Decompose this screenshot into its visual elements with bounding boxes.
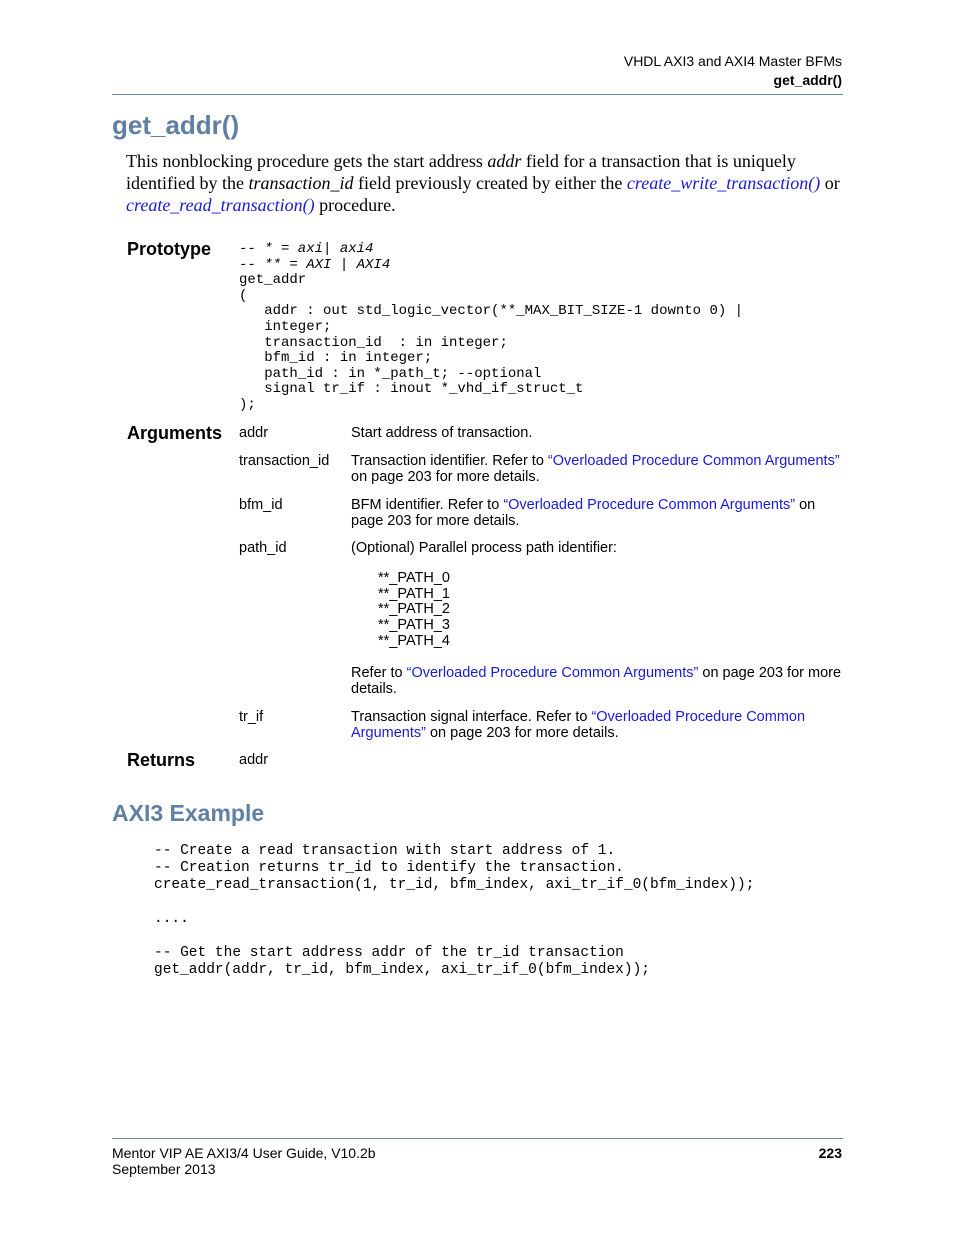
arg-desc-text: on page 203 for more details. bbox=[351, 497, 816, 529]
returns-label: Returns bbox=[127, 750, 196, 770]
arg-desc-path-id: (Optional) Parallel process path identifier: bbox=[351, 540, 617, 556]
prototype-label: Prototype bbox=[127, 239, 212, 259]
intro-tid-term: transaction_id bbox=[248, 173, 354, 193]
arg-desc-text: BFM identifier. Refer to bbox=[351, 497, 504, 513]
running-header-section: VHDL AXI3 and AXI4 Master BFMs bbox=[623, 53, 842, 69]
overloaded-args-link[interactable]: “Overloaded Procedure Common Arguments” bbox=[503, 497, 796, 513]
arg-desc-transaction-id bbox=[351, 453, 843, 485]
intro-text-1: This nonblocking procedure gets the start address bbox=[126, 151, 488, 171]
proto-line-1: -- * = axi| axi4 bbox=[239, 241, 374, 257]
proto-line-10: signal tr_if : inout *_vhd_if_struct_t bbox=[239, 381, 584, 398]
proto-line-5: addr : out std_logic_vector(**_MAX_BIT_SIZE-1 downto 0) | bbox=[239, 303, 744, 320]
example-code bbox=[154, 843, 754, 979]
page-title: get_addr() bbox=[112, 110, 240, 140]
footer-rule bbox=[112, 1138, 843, 1139]
overloaded-args-link[interactable]: “Overloaded Procedure Common Arguments” bbox=[547, 453, 840, 469]
path-value: **_PATH_4 bbox=[378, 632, 450, 649]
proto-line-8: bfm_id : in integer; bbox=[239, 350, 433, 367]
create-write-transaction-link[interactable]: create_write_transaction() bbox=[626, 173, 821, 193]
arg-desc-bfm-id bbox=[351, 497, 843, 529]
intro-text-4: or bbox=[820, 173, 840, 193]
returns-value: addr bbox=[239, 752, 269, 768]
proto-line-11: ); bbox=[239, 396, 256, 413]
arg-name-path-id: path_id bbox=[239, 540, 287, 556]
footer-guide-title: Mentor VIP AE AXI3/4 User Guide, V10.2b bbox=[112, 1145, 376, 1161]
path-value: **_PATH_1 bbox=[378, 585, 450, 602]
intro-text-5: procedure. bbox=[314, 195, 396, 215]
proto-line-7: transaction_id : in integer; bbox=[239, 334, 508, 351]
proto-line-3: get_addr bbox=[239, 272, 307, 289]
path-value: **_PATH_2 bbox=[378, 601, 450, 618]
footer-date: September 2013 bbox=[112, 1161, 216, 1177]
intro-addr-term: addr bbox=[487, 151, 522, 171]
path-id-values bbox=[378, 571, 450, 650]
arg-desc-text: on page 203 for more details. bbox=[425, 725, 619, 741]
arg-desc-text: Transaction signal interface. Refer to bbox=[351, 709, 592, 725]
example-line-5: .... bbox=[154, 911, 189, 927]
arg-name-addr: addr bbox=[239, 425, 269, 441]
path-value: **_PATH_0 bbox=[378, 570, 450, 586]
page-number: 223 bbox=[818, 1145, 842, 1161]
create-read-transaction-link[interactable]: create_read_transaction() bbox=[126, 195, 315, 215]
arg-name-transaction-id: transaction_id bbox=[239, 453, 330, 469]
example-line-3: create_read_transaction(1, tr_id, bfm_index, axi_tr_if_0(bfm_index)); bbox=[154, 877, 755, 893]
arg-desc-tr-if bbox=[351, 709, 843, 741]
arg-desc-path-id-refer bbox=[351, 665, 843, 697]
intro-paragraph bbox=[126, 150, 846, 216]
proto-line-2: -- ** = AXI | AXI4 bbox=[239, 256, 391, 273]
arg-name-tr-if: tr_if bbox=[239, 709, 264, 725]
arg-desc-text: Refer to bbox=[351, 665, 407, 681]
proto-line-4: ( bbox=[239, 287, 248, 304]
prototype-code bbox=[239, 242, 743, 414]
example-title: AXI3 Example bbox=[112, 800, 265, 826]
path-value: **_PATH_3 bbox=[378, 617, 450, 634]
intro-text-2: field for a transaction that is uniquely identified by the bbox=[126, 151, 796, 193]
arg-desc-addr: Start address of transaction. bbox=[351, 425, 533, 441]
arg-desc-text: on page 203 for more details. bbox=[351, 469, 540, 485]
proto-line-6: integer; bbox=[239, 318, 332, 335]
header-rule bbox=[112, 94, 843, 95]
example-line-7: -- Get the start address addr of the tr_id transaction bbox=[154, 945, 624, 961]
example-line-8: get_addr(addr, tr_id, bfm_index, axi_tr_if_0(bfm_index)); bbox=[154, 962, 650, 978]
arg-desc-text: on page 203 for more details. bbox=[351, 665, 842, 697]
example-line-2: -- Creation returns tr_id to identify the transaction. bbox=[154, 860, 624, 876]
intro-text-3: field previously created by either the bbox=[353, 173, 627, 193]
arguments-label: Arguments bbox=[127, 423, 223, 443]
arg-name-bfm-id: bfm_id bbox=[239, 497, 283, 513]
proto-line-9: path_id : in *_path_t; --optional bbox=[239, 365, 542, 382]
arg-desc-text: Transaction identifier. Refer to bbox=[351, 453, 548, 469]
example-line-1: -- Create a read transaction with start address of 1. bbox=[154, 843, 616, 859]
overloaded-args-link[interactable]: “Overloaded Procedure Common Arguments” bbox=[406, 665, 699, 681]
overloaded-args-link[interactable]: “Overloaded Procedure Common Arguments” bbox=[351, 709, 806, 741]
running-header-function: get_addr() bbox=[773, 72, 842, 88]
